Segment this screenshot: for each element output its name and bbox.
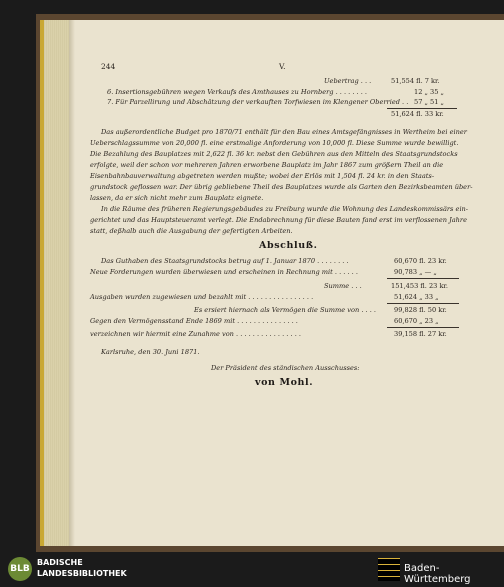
closing-amount: 90,783 „ — „ xyxy=(394,268,437,276)
signature-name: von Mohl. xyxy=(255,377,314,388)
sum-rule xyxy=(387,108,457,109)
closing-amount: 151,453 fl. 23 kr. xyxy=(391,282,448,290)
place-date: Karlsruhe, den 30. Juni 1871. xyxy=(101,348,200,356)
blb-logo-icon: BLB xyxy=(8,557,32,581)
sum-rule xyxy=(387,278,459,279)
carry-label: Uebertrag . . . xyxy=(324,77,372,85)
carry-amount: 51,554 fl. 7 kr. xyxy=(391,77,440,85)
para-line: statt, deßhalb auch die Ausgabung der gefertigten Arbeiten. xyxy=(90,227,293,235)
page-number: 244 xyxy=(101,62,116,71)
page-gutter xyxy=(69,20,75,546)
closing-amount: 60,670 fl. 23 kr. xyxy=(394,257,447,265)
gilt-edge xyxy=(40,20,44,546)
state-name: Baden-Württemberg xyxy=(404,563,471,585)
page-stack-edge xyxy=(40,20,69,546)
para-line: In die Räume des früheren Regierungsgebäudes zu Freiburg wurde die Wohnung des Landeskommissärs ein- xyxy=(101,205,469,213)
item6-label: 6. Insertionsgebühren wegen Verkaufs des Amthauses zu Hornberg . . . . . . . . xyxy=(107,88,368,96)
para-line: lassen, da er sich nicht mehr zum Bauplatz eignete. xyxy=(90,194,264,202)
closing-label: Gegen den Vermögensstand Ende 1869 mit . . . . . . . . . . . . . . . xyxy=(90,317,298,325)
closing-amount: 39,158 fl. 27 kr. xyxy=(394,330,447,338)
para-line: Eisenbahnbauverwaltung abgetreten werden mußte; wobei der Erlös mit 1,504 fl. 24 kr. in den Staats- xyxy=(90,172,435,180)
item7-label: 7. Für Parzellirung und Abschätzung der verkauften Torfwiesen im Klengener Oberried . . xyxy=(107,98,409,106)
closing-label: Ausgaben wurden zugewiesen und bezahlt mit . . . . . . . . . . . . . . . . xyxy=(90,293,314,301)
document-page xyxy=(69,20,504,546)
item6-amount: 12 „ 35 „ xyxy=(414,88,444,96)
para-line: gerichtet und das Hauptsteueramt verlegt. Die Endabrechnung für diese Bauten fand erst im verflossenen Jahre xyxy=(90,216,467,224)
para-line: erfolgte, weil der schon vor mehreren Jahren erworbene Bauplatz im Jahr 1867 zum größern Theil an die xyxy=(90,161,444,169)
signature-line: Der Präsident des ständischen Ausschusses: xyxy=(211,364,360,372)
baden-wuerttemberg-emblem-icon xyxy=(378,558,400,580)
section-heading: Abschluß. xyxy=(259,240,318,251)
para-line: Das außerordentliche Budget pro 1870/71 enthält für den Bau eines Amtsgefängnisses in Wertheim bei einer xyxy=(101,128,467,136)
closing-label: Neue Forderungen wurden überwiesen und erscheinen in Rechnung mit . . . . . . xyxy=(90,268,358,276)
para-line: grundstock geflossen war. Der übrig gebliebene Theil des Bauplatzes wurde als Garten den Bezirksbeamten über- xyxy=(90,183,473,191)
item7-amount: 57 „ 51 „ xyxy=(414,98,444,106)
closing-label: Summe . . . xyxy=(324,282,362,290)
sum-rule xyxy=(387,327,459,328)
para-line: Ueberschlagssumme von 20,000 fl. eine erstmalige Anforderung von 10,000 fl. Diese Summe wurde bewilligt. xyxy=(90,139,459,147)
closing-label: verzeichnen wir hiermit eine Zunahme von . . . . . . . . . . . . . . . . xyxy=(90,330,301,338)
para-line: Die Bezahlung des Bauplatzes mit 2,622 fl. 36 kr. nebst den Gebühren aus den Mitteln des Staatsgrundstocks xyxy=(90,150,458,158)
closing-label: Es ersiert hiernach als Vermögen die Summe von . . . . xyxy=(194,306,376,314)
total1-amount: 51,624 fl. 33 kr. xyxy=(391,110,444,118)
library-name-line1: BADISCHE xyxy=(37,558,83,567)
sum-rule xyxy=(387,303,459,304)
footer-bar xyxy=(0,552,504,587)
closing-amount: 99,828 fl. 50 kr. xyxy=(394,306,447,314)
section-letter: V. xyxy=(279,62,286,71)
closing-amount: 60,670 „ 23 „ xyxy=(394,317,439,325)
closing-amount: 51,624 „ 33 „ xyxy=(394,293,439,301)
closing-label: Das Guthaben des Staatsgrundstocks betrug auf 1. Januar 1870 . . . . . . . . xyxy=(101,257,349,265)
library-name-line2: LANDESBIBLIOTHEK xyxy=(37,569,127,578)
